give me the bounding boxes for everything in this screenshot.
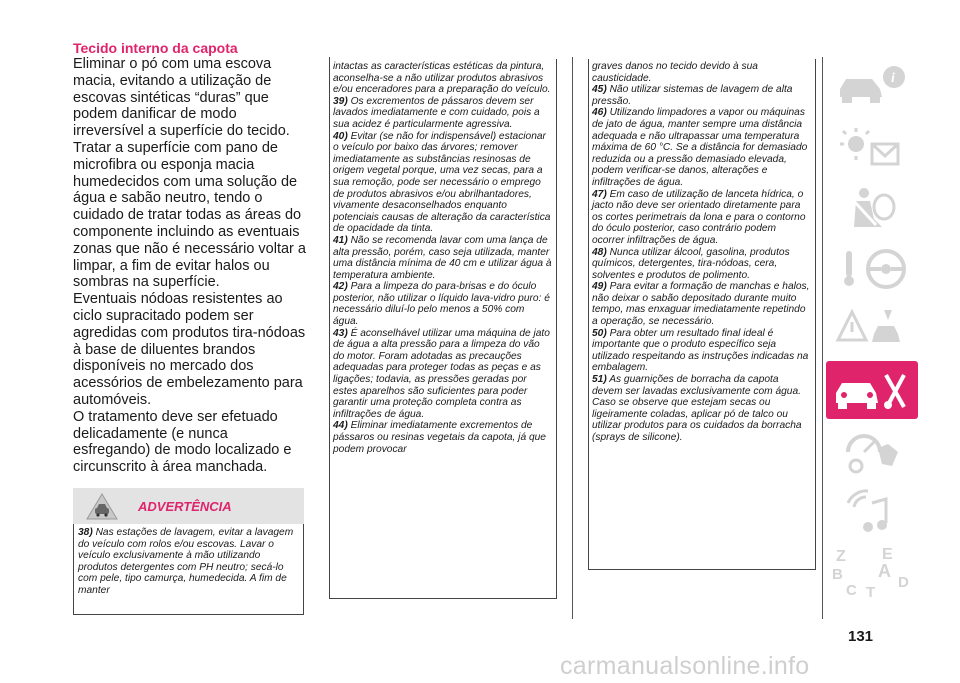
car-info-icon [826,57,918,115]
warning-item [333,235,552,281]
item-text: É aconselhável utilizar uma máquina de jato de água a alta pressão para a limpeza do vão do motor. Foram adotadas as precauções adequadas para proteger todas as peças e as ligações; todavia, as pressões geradas por estes aparelhos são suficientes para poder garantir uma proteção completa contra as infiltrações de água. [333,327,550,420]
item-number: 46) [592,107,607,119]
warning-body [73,524,304,615]
chapter-sidebar [826,57,919,604]
item-number: 45) [592,84,607,96]
item-text: Para evitar a formação de manchas e halos, não deixar o sabão depositado durante muito tempo, mas enxaguar imediatamente repetindo a operação, se necessário. [592,281,810,328]
warning-item [333,281,552,327]
tab-airbag-safety[interactable] [826,179,918,237]
item-text: Utilizando limpadores a vapor ou máquinas de jato de água, manter sempre uma distância adequada e não ultrapassar uma temperatura máxima de 60 °C. Se a distância for demasiado reduzida ou a pressão demasiado elevada, podem verificar-se danos, alterações e infiltrações de água. [592,107,808,188]
item-number: 49) [592,281,607,293]
warning-triangle-icon [826,300,918,358]
section-title: Tecido interno da capota [73,40,238,56]
item-number: 50) [592,327,607,339]
item-number: 41) [333,234,348,246]
item-text: As guarnições de borracha da capota devem ser lavadas exclusivamente com água. Caso se observe que estejam secas ou ligeiramente coladas, aplicar pó de talco ou utilizar produtos para os cuidados da borracha (sprays de silicone). [592,374,802,443]
warning-column-3 [588,59,816,570]
warning-item [333,328,552,421]
warning-header [73,488,304,524]
item-number: 43) [333,327,348,339]
item-number: 48) [592,246,607,258]
index-letter: C [846,582,857,600]
tab-car-info[interactable] [826,57,918,115]
item-number: 47) [592,188,607,200]
main-column [73,40,309,476]
tab-warning[interactable] [826,300,918,358]
warning-item [592,374,811,444]
index-letter: E [882,546,893,564]
dashboard-lights-icon [826,118,918,176]
index-letter: Z [836,548,846,566]
item-number: 39) [333,95,348,107]
warning-car-icon [85,493,119,526]
item-text: Para obter um resultado final ideal é importante que o produto específico seja utilizado respeitando as instruções indicadas na embalagem. [592,327,809,374]
item-number: 51) [592,374,607,386]
continued-text: intactas as características estéticas da pintura, aconselha-se a não utilizar produtos abrasivos e/ou enceradores para a preparação do veículo. [333,61,551,96]
warning-item [78,527,299,597]
alphabetical-index-icon [826,543,918,601]
warning-item [592,189,811,247]
item-text: Para a limpeza do para-brisas e do óculo posterior, não utilizar o líquido lava-vidro puro: é necessário diluí-lo pelo menos a 50% com água. [333,281,550,328]
item-text: Não se recomenda lavar com uma lança de alta pressão, porém, caso seja utilizada, manter uma distância mínima de 40 cm e utilizar água à temperatura ambiente. [333,234,552,281]
warning-title: ADVERTÊNCIA [138,499,232,514]
tab-key-steering[interactable] [826,239,918,297]
item-text: Evitar (se não for indispensável) estacionar o veículo por baixo das árvores; remover imediatamente as substâncias resinosas de origem vegetal porque, uma vez secas, para a sua remoção, pode ser necessário o emprego de produtos abrasivos e/ou abrilhantadores, vivamente desaconselhados enquanto potenciais causas de alteração da característica de opacidade da tinta. [333,130,551,235]
svg-text:i: i [891,71,895,86]
paragraph-1: Eliminar o pó com uma escova macia, evitando a utilização de escovas sintéticas “duras” que podem danificar de modo irreversível a superfície do tecido. [73,56,290,140]
tab-technical-specs[interactable] [826,422,918,480]
tab-dashboard-lights[interactable] [826,118,918,176]
index-letter: B [832,566,843,584]
warning-item [592,328,811,374]
index-letter: D [898,574,909,592]
warning-item [333,420,552,455]
paragraph-4: O tratamento deve ser efetuado delicadamente (e nunca esfregando) de modo localizado e circunscrito à área manchada. [73,408,292,476]
index-letter: T [866,584,876,602]
warning-item [592,281,811,327]
tab-car-maintenance[interactable] [826,361,918,419]
warning-column-2 [329,59,557,599]
page-number: 131 [848,628,874,645]
watermark: carmanualsonline.info [560,652,810,680]
item-text: Em caso de utilização de lanceta hídrica, o jacto não deve ser orientado diretamente para os cortes perimetrais da lona e para o contorno do óculo posterior, caso contrário podem ocorrer infiltrações de água. [592,188,806,246]
index-letter: A [878,561,891,582]
warning-item [592,107,811,188]
warning-item [592,84,811,107]
continued-text: graves danos no tecido devido à sua causticidade. [592,61,758,84]
warning-item [333,131,552,235]
item-text: Nas estações de lavagem, evitar a lavagem do veículo com rolos e/ou escovas. Lavar o veículo exclusivamente à mão utilizando produtos detergentes com PH neutro; secá-lo com pele, tipo camurça, humedecida. A fim de manter [78,527,294,596]
item-number: 40) [333,130,348,142]
paragraph-3: Eventuais nódoas resistentes ao ciclo supracitado podem ser agredidas com produtos tira-nódoas à base de diluentes brandos disponíveis no mercado dos acessórios de embelezamento para automóveis. [73,291,306,408]
warning-item [592,247,811,282]
item-number: 44) [333,420,348,432]
warning-box [73,488,304,618]
tab-multimedia[interactable] [826,483,918,541]
item-text: Nunca utilizar álcool, gasolina, produtos químicos, detergentes, tira-nódoas, cera, solventes e produtos de polimento. [592,246,790,281]
car-maintenance-icon [826,361,918,419]
airbag-safety-icon [826,179,918,237]
item-number: 38) [78,527,93,538]
technical-specs-icon [826,422,918,480]
multimedia-icon [826,483,918,541]
warning-item [333,96,552,131]
tab-alphabetical-index[interactable] [826,543,918,601]
item-text: Os excrementos de pássaros devem ser lavados imediatamente e com cuidado, pois a sua acidez é particularmente agressiva. [333,95,540,130]
key-steering-wheel-icon [826,239,918,297]
item-number: 42) [333,281,348,293]
item-text: Eliminar imediatamente excrementos de pássaros ou resinas vegetais da capota, já que podem provocar [333,420,546,455]
item-text: Não utilizar sistemas de lavagem de alta pressão. [592,84,793,107]
paragraph-2: Tratar a superfície com pano de microfibra ou esponja macia humedecidos com uma solução de água e sabão neutro, tendo o cuidado de tratar todas as áreas do componente incluindo as eventuais zonas que não é necessário voltar a limpar, a fim de evitar halos ou sombras na superfície. [73,139,306,291]
